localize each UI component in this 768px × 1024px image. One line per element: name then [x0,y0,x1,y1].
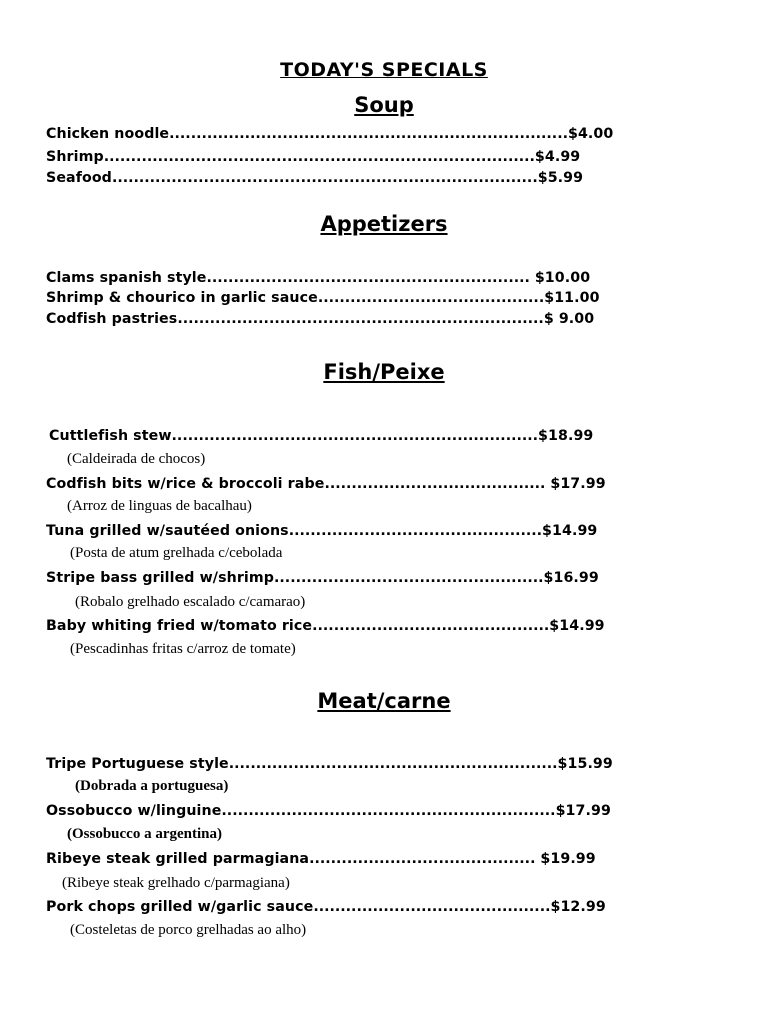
item-translation: (Costeletas de porco grelhadas ao alho) [70,922,307,938]
item-price: $17.99 [550,476,606,492]
menu-item [46,270,590,286]
dot-leader: ............................................ [313,899,551,915]
item-name: Tripe Portuguese style [46,756,229,772]
item-name: Ribeye steak grilled parmagiana [46,851,310,867]
item-price: $18.99 [538,428,594,444]
item-name: Ossobucco w/linguine [46,803,222,819]
menu-item [46,803,611,819]
page-title: TODAY'S SPECIALS [280,59,488,81]
item-name: Chicken noodle [46,126,170,142]
menu-item [46,149,580,165]
item-translation: (Robalo grelhado escalado c/camarao) [75,594,306,610]
menu-item [46,476,606,492]
menu-item [46,523,597,539]
item-name: Seafood [46,170,112,186]
item-price: $19.99 [540,851,596,867]
item-price: $15.99 [557,756,613,772]
item-name: Shrimp & chourico in garlic sauce [46,290,318,306]
section-title-soup: Soup [354,93,414,117]
dot-leader: .................................................................... [177,311,544,327]
menu-item [46,756,613,772]
item-translation: (Caldeirada de chocos) [67,451,206,467]
item-translation: (Dobrada a portuguesa) [75,778,229,794]
item-name: Tuna grilled w/sautéed onions [46,523,289,539]
dot-leader: .................................................................... [171,428,539,444]
item-price: $17.99 [555,803,611,819]
item-name: Codfish pastries [46,311,178,327]
item-price: $4.00 [567,126,614,142]
item-name: Stripe bass grilled w/shrimp [46,570,275,586]
item-name: Baby whiting fried w/tomato rice [46,618,313,634]
menu-item [46,570,599,586]
menu-item [46,618,605,634]
item-translation: (Ossobucco a argentina) [67,826,222,842]
item-translation: (Arroz de linguas de bacalhau) [67,498,252,514]
item-price: $10.00 [534,270,591,286]
item-price: $ 9.00 [543,311,595,327]
dot-leader: ............................................ [312,618,550,634]
item-price: $12.99 [550,899,606,915]
item-name: Pork chops grilled w/garlic sauce [46,899,314,915]
item-translation: (Ribeye steak grelhado c/parmagiana) [62,875,290,891]
dot-leader: ............................................... [288,523,543,539]
menu-item [46,311,594,327]
item-name: Shrimp [46,149,104,165]
dot-leader: ............................................................................... [111,170,538,186]
dot-leader: .................................................. [274,570,544,586]
section-title-meat: Meat/carne [317,689,451,713]
dot-leader: ............................................................ [206,270,535,286]
dot-leader: .......................................... [309,851,541,867]
section-title-appetizers: Appetizers [320,212,448,236]
menu-item [49,428,593,444]
dot-leader: .......................................................................... [169,126,568,142]
item-translation: (Pescadinhas fritas c/arroz de tomate) [70,641,296,657]
dot-leader: .......................................... [317,290,545,306]
item-price: $11.00 [544,290,600,306]
dot-leader: ............................................................. [228,756,558,772]
dot-leader: .............................................................. [221,803,556,819]
dot-leader: ......................................... [324,476,551,492]
item-name: Codfish bits w/rice & broccoli rabe [46,476,325,492]
menu-item [46,899,606,915]
item-price: $5.99 [537,170,584,186]
section-title-fish: Fish/Peixe [323,360,445,384]
item-price: $14.99 [542,523,598,539]
item-translation: (Posta de atum grelhada c/cebolada [70,545,283,561]
menu-item [46,170,583,186]
menu-item [46,290,600,306]
item-price: $4.99 [534,149,581,165]
item-name: Clams spanish style [46,270,207,286]
menu-item [46,126,613,142]
item-price: $14.99 [549,618,605,634]
menu-item [46,851,596,867]
item-name: Cuttlefish stew [49,428,172,444]
item-price: $16.99 [543,570,599,586]
dot-leader: ................................................................................ [103,149,535,165]
